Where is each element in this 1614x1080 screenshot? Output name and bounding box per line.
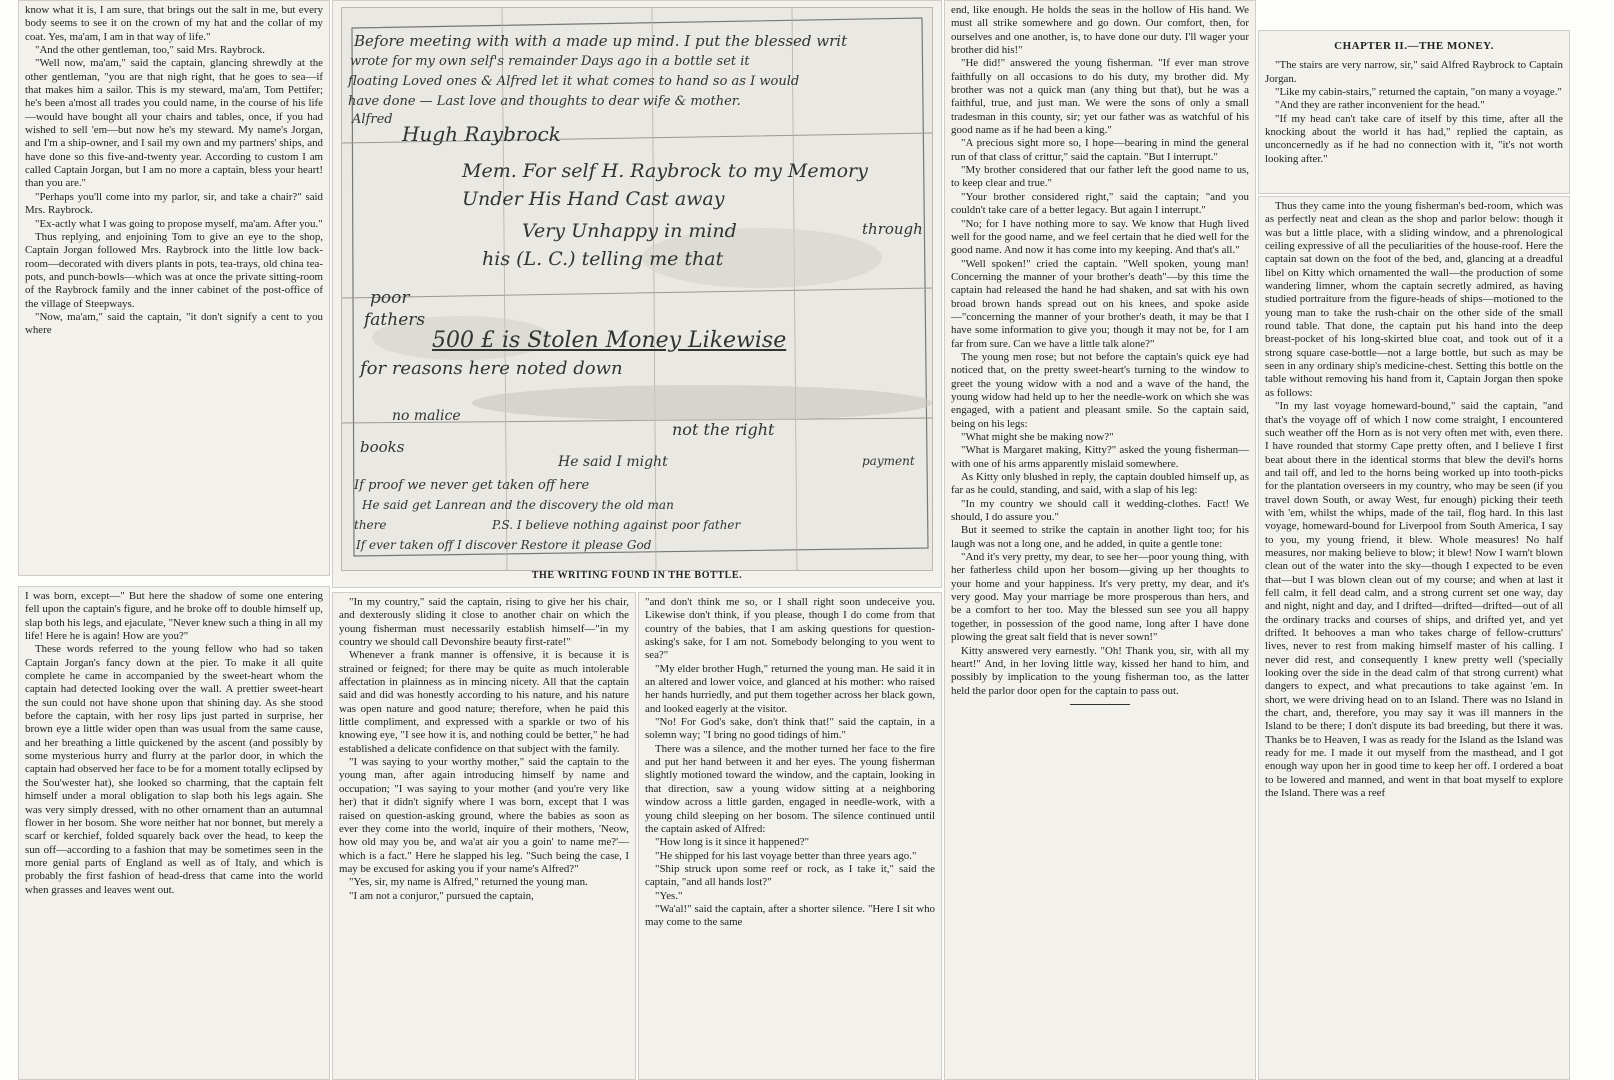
paragraph: "Now, ma'am," said the captain, "it don't signify a cent to you where bbox=[25, 310, 323, 337]
paragraph: "A precious sight more so, I hope—bearing in mind the general run of that class of crittur," said the captain. "But I interrupt." bbox=[951, 137, 1249, 163]
paragraph: I was born, except—" But here the shadow of some one entering fell upon the captain's figure, and he broke off to double himself up, slap both his legs, and ejaculate, "Never knew such a thing in all my life! Here he is again! How are you?" bbox=[25, 590, 323, 643]
paragraph: "I am not a conjuror," pursued the captain, bbox=[349, 889, 534, 902]
letter-line: Before meeting with with a made up mind. I put the blessed writ bbox=[354, 32, 848, 50]
section-divider bbox=[1070, 704, 1130, 705]
paragraph: "And it's very pretty, my dear, to see her—poor young thing, with her fatherless child upon her bosom—giving up her thoughts to your home and your happiness. It's very pretty, my dear, and it's very good. May your marriage be more prosperous than hers, and be a comfort to her too. May the blessed sun see you all happy together, in possession of the good name, long after I have done plowing the great salt field that is never sown!" bbox=[951, 551, 1249, 644]
text-column-3 bbox=[332, 592, 636, 1080]
paragraph: "He shipped for his last voyage better than three years ago." bbox=[655, 849, 917, 862]
paragraph: Thus they came into the young fisherman's bed-room, which was as perfectly neat and clean as the shop and parlor below: though it was but a little place, with a sliding window, and a phrenological ceiling expressive of all the peculiarities of the house-roof. Here the captain sat down on the foot of the bed, and, glancing at a dreadful libel on Kitty which ornamented the wall—the production of some wandering limner, whom the captain secretly admired, as having studied portraiture from the figure-heads of ships—motioned to the young man to take the rush-chair on the other side of the small round table. That done, the captain put his hand into the deep breast-pocket of his long-skirted blue coat, and took out of it a strong square case-bottle—not a large bottle, but such as may be seen in any ordinary ship's medicine-chest. Setting this bottle on the table without removing his hand from it, Captain Jorgan then spoke as follows: bbox=[1265, 200, 1563, 399]
paragraph: "In my country," said the captain, rising to give her his chair, and dexterously sliding it close to another chair on which the young fisherman must necessarily establish himself—"in my country we should call Devonshire beauty first-rate!" bbox=[339, 596, 629, 649]
paragraph: "I was saying to your worthy mother," said the captain to the young man, after again introducing himself by name and occupation; "I was saying to your mother (and you're very like her) that it didn't signify where I was born, except that I was raised on question-asking ground, where the babies as soon as ever they come into the world, inquire of their mothers, 'Neow, how old may you be, and wa'at air you a goin' to name me?'—which is a fact." Here he slapped his leg. "Such being the case, I may be excused for asking you if your name's Alfred?" bbox=[339, 756, 629, 875]
paragraph: "If my head can't take care of itself by this time, after all the knocking about the world it has had," replied the captain, as unconcernedly as if he had no connection with it, "it's not worth looking after." bbox=[1265, 112, 1563, 165]
letter-line: If ever taken off I discover Restore it please God bbox=[356, 538, 652, 552]
paragraph: "Ship struck upon some reef or rock, as I take it," said the captain, "and all hands lost?" bbox=[645, 862, 935, 889]
paragraph: "No! For God's sake, don't think that!" said the captain, in a solemn way; "I bring no good tidings of him." bbox=[645, 716, 935, 742]
letter-signature: Hugh Raybrock bbox=[402, 122, 561, 146]
paragraph: "And they are rather inconvenient for the head." bbox=[1275, 99, 1485, 112]
letter-line: floating Loved ones & Alfred let it what comes to hand so as I would bbox=[348, 74, 800, 89]
letter-line: Alfred bbox=[352, 112, 393, 127]
letter-line: there bbox=[354, 518, 387, 532]
paragraph: Thus replying, and enjoining Tom to give an eye to the shop, Captain Jorgan followed Mrs. Raybrock into the little low back-room—decorated with divers plants in pots, tea-trays, old china tea-pots, and punch-bowls—which was at once the private sitting-room of the Raybrock family and the inner cabinet of the post-office of the village of Steepways. bbox=[25, 230, 323, 310]
letter-line: Very Unhappy in mind bbox=[522, 220, 737, 242]
paragraph: "Ex-actly what I was going to propose myself, ma'am. After you." bbox=[35, 217, 323, 230]
paragraph: "Well spoken!" cried the captain. "Well spoken, young man! Concerning the manner of your brother's death"—by this time the captain had released the hand he had shaken, and sat with his own broad brown hands spread out on his knees, and spoke aside—"concerning the manner of your brother's death, it may be that I have some information to give you; though it may not be, for I am far from sure. Can we have a little talk alone?" bbox=[951, 257, 1249, 350]
text-column-7 bbox=[1258, 196, 1570, 1080]
paragraph: "What is Margaret making, Kitty?" asked the young fisherman—with one of his arms apparently mislaid somewhere. bbox=[951, 444, 1249, 470]
letter-line: his (L. C.) telling me that bbox=[482, 248, 724, 270]
paragraph: "He did!" answered the young fisherman. "If ever man strove faithfully on all occasions to do his duty, my brother did. My brother was not a quick man (any thing but that), but he was a faithful, true, and just man. We were the sons of only a small tradesman in this county, sir; yet our father was as watchful of his good name as if he had been a king." bbox=[951, 57, 1249, 137]
paragraph: "Your brother considered right," said the captain; "and you couldn't take care of a better legacy. But again I interrupt." bbox=[951, 190, 1249, 217]
paragraph: Whenever a frank manner is offensive, it is because it is strained or feigned; for there may be quite as much intolerable affectation in plainness as in mincing nicety. All that the captain said and did was honestly according to his nature, and his nature was open nature and good nature; therefore, when he paid this little compliment, and expressed with a sparkle or two of his knowing eye, "I see how it is, and nothing could be better," he had established a delicate confidence on that subject with the family. bbox=[339, 649, 629, 755]
letter-line: have done — Last love and thoughts to dear wife & mother. bbox=[348, 94, 741, 109]
letter-line: poor bbox=[370, 288, 410, 308]
paragraph: "What might she be making now?" bbox=[961, 431, 1114, 443]
letter-line: wrote for my own self's remainder Days ago in a bottle set it bbox=[350, 54, 750, 69]
letter-line: not the right bbox=[672, 420, 775, 439]
paragraph: Kitty answered very earnestly. "Oh! Thank you, sir, with all my heart!" And, in her loving little way, kissed her hand to him, and possibly by implication to the young fisherman too, as the latter held the parlor door open for the captain to pass out. bbox=[951, 644, 1249, 697]
paragraph: As Kitty only blushed in reply, the captain doubled himself up, as far as he could, standing, and said, with a slap of his leg: bbox=[951, 471, 1249, 497]
paragraph: "In my country we should call it wedding-clothes. Fact! We should, I do assure you." bbox=[951, 497, 1249, 524]
paragraph: "And the other gentleman, too," said Mrs. Raybrock. bbox=[35, 44, 265, 57]
letter-line: He said I might bbox=[558, 454, 668, 470]
chapter-heading: CHAPTER II.—THE MONEY. bbox=[1334, 40, 1494, 52]
letter-line: through bbox=[862, 220, 923, 238]
paragraph: "My brother considered that our father left the good name to us, to keep clear and true." bbox=[951, 164, 1249, 190]
illustration-caption: THE WRITING FOUND IN THE BOTTLE. bbox=[531, 570, 743, 581]
text-column-5 bbox=[944, 0, 1256, 1080]
paragraph: "and don't think me so, or I shall right soon undeceive you. Likewise don't think, if you please, though I do come from that country of the babies, that I am asking questions for question-asking's sake, for I am not. Somebody belonging to you went to sea?" bbox=[645, 596, 935, 662]
paragraph: know what it is, I am sure, that brings out the salt in me, but every body seems to see it on the crown of my hat and the collar of my coat. Yes, ma'am, I am in that way of life." bbox=[25, 4, 323, 43]
text-column-1 bbox=[18, 0, 330, 576]
text-column-6 bbox=[1258, 30, 1570, 194]
letter-line: fathers bbox=[364, 310, 426, 330]
letter-line: P.S. I believe nothing against poor father bbox=[492, 518, 741, 532]
bottle-letter-illustration bbox=[332, 0, 942, 588]
paragraph: "Yes." bbox=[655, 889, 683, 902]
paragraph: "Wa'al!" said the captain, after a shorter silence. "Here I sit who may come to the same bbox=[645, 902, 935, 929]
text-column-2 bbox=[18, 586, 330, 1080]
letter-line: Mem. For self H. Raybrock to my Memory bbox=[462, 160, 868, 182]
paragraph: There was a silence, and the mother turned her face to the fire and put her hand between it and her eyes. The young fisherman slightly motioned toward the window, and the captain, looking in that direction, saw a young widow sitting at a neighboring window across a little garden, engaged in needle-work, with a young child sleeping on her bosom. The silence continued until the captain asked of Alfred: bbox=[645, 742, 935, 835]
paragraph: "No; for I have nothing more to say. We know that Hugh lived well for the good name, and we feel certain that he died well for the good name. And now it has come into my keeping. And that's all." bbox=[951, 217, 1249, 257]
paragraph: "In my last voyage homeward-bound," said the captain, "and that's the voyage off of which I now come straight, I encountered such weather off the Horn as is not very often met with, even there. I have rounded that stormy Cape pretty often, and I believe I first beat about there in the identical storms that blew the devil's horns and tail off, and led to the horns being worked up into tooth-picks for the plantation overseers in my country, who may be seen (if you travel down South, or away West, fur enough) picking their teeth with 'em, whilst the whips, made of the tail, flog hard. In this last voyage, homeward-bound for Liverpool from South America, I say to you, my young friend, it blew. Whole measures! No half measures, nor making believe to blow; it blew! Now I warn't blown clean out of the water into the sky—though I expected to be even that—but I was blown clean out of my course; and when at last it fell calm, it fell dead calm, and a strong current set one way, day and night, night and day, and I drifted—drifted—drifted—out of all the ordinary tracks and courses of ships, and drifted yet, and yet drifted. It behooves a man who takes charge of fellow-crutturs' lives, never to rest from making himself master of his calling. I never did rest, and consequently I knew pretty well ('specially looking over the side in the dead calm of that strong current) what dangers to expect, and what precautions to take against 'em. In short, we were driving head on to an Island. There was no Island in the chart, and, therefore, you may say it was ill manners in the Island to be there; I don't dispute its bad breeding, but there it was. Thanks be to Heaven, I was as ready for the Island as the Island was ready for me. I made it out myself from the masthead, and I got enough way upon her in good time to keep her off. I ordered a boat to be lowered and manned, and went in that boat myself to explore the Island. There was a reef bbox=[1265, 400, 1563, 800]
letter-line: Under His Hand Cast away bbox=[462, 188, 725, 210]
paragraph: "How long is it since it happened?" bbox=[655, 836, 810, 849]
letter-line: 500 £ is Stolen Money Likewise bbox=[432, 328, 787, 353]
letter-line: books bbox=[360, 438, 405, 456]
paragraph: "Well now, ma'am," said the captain, glancing shrewdly at the other gentleman, "you are that nigh right, that he goes to sea—if that makes him a sailor. This is my steward, ma'am, Tom Pettifer; he's been a'most all trades you could name, in the course of his life—would have bought all your chairs and tables, once, if you had wished to sell 'em—but now he's my steward. My name's Jorgan, and I'm a ship-owner, and I sail my own and my partners' ships, and have done so this five-and-twenty year. According to custom I am called Captain Jorgan, but I am no more a captain, bless your heart! than you are." bbox=[25, 57, 323, 190]
paragraph: "The stairs are very narrow, sir," said Alfred Raybrock to Captain Jorgan. bbox=[1265, 59, 1563, 85]
text-column-4 bbox=[638, 592, 942, 1080]
paragraph: "Perhaps you'll come into my parlor, sir, and take a chair?" said Mrs. Raybrock. bbox=[25, 190, 323, 217]
letter-line: no malice bbox=[392, 408, 461, 424]
paragraph: end, like enough. He holds the seas in the hollow of His hand. We must all strike somewhere and go down. Our comfort, then, for ourselves and one another, is, to have done our duty. I'll wager your brother did his!" bbox=[951, 4, 1249, 57]
letter-line: for reasons here noted down bbox=[360, 358, 623, 379]
letter-line: He said get Lanrean and the discovery the old man bbox=[362, 498, 674, 512]
paragraph: But it seemed to strike the captain in another light too; for his laugh was not a long one, and he added, in quite a gentle tone: bbox=[951, 524, 1249, 550]
letter-line: payment bbox=[862, 454, 915, 468]
handwritten-letter bbox=[341, 7, 933, 571]
paragraph: "Yes, sir, my name is Alfred," returned the young man. bbox=[349, 876, 588, 889]
paragraph: These words referred to the young fellow who had so taken Captain Jorgan's fancy down at the pier. To make it all quite complete he came in accompanied by the sweet-heart whom the captain had detected looking over the wall. A prettier sweet-heart the sun could not have shone upon that shining day. As she stood before the captain, with her rosy lips just parted in surprise, her brown eye a little wider open than was usual from the same cause, and her breathing a little quickened by the ascent (and possibly by some mysterious hurry and flurry at the parlor door, in which the captain had observed her face to be for a moment totally eclipsed by the Sou'wester hat), she looked so charming, that the captain felt himself under a moral obligation to slap both his legs again. She was very simply dressed, with no other ornament than an autumnal flower in her bosom. She wore neither hat nor bonnet, but merely a scarf or kerchief, folded squarely back over the head, to keep the sun off—according to a fashion that may be sometimes seen in the more genial parts of England as well as of Italy, and which is probably the first fashion of head-dress that came into the world when grasses and leaves went out. bbox=[25, 643, 323, 896]
paragraph: "Like my cabin-stairs," returned the captain, "on many a voyage." bbox=[1275, 86, 1562, 99]
paragraph: "My elder brother Hugh," returned the young man. He said it in an altered and lower voice, and glanced at his mother: who raised her hands hurriedly, and put them together across her black gown, and looked eagerly at the visitor. bbox=[645, 662, 935, 715]
paragraph: The young men rose; but not before the captain's quick eye had noticed that, on the pretty sweet-heart's turning to the window to greet the young widow with a nod and a wave of the hand, the young widow had held up to her the needle-work on which she was engaged, with a patient and pleasant smile. So the captain said, being on his legs: bbox=[951, 350, 1249, 430]
letter-line: If proof we never get taken off here bbox=[354, 478, 590, 493]
